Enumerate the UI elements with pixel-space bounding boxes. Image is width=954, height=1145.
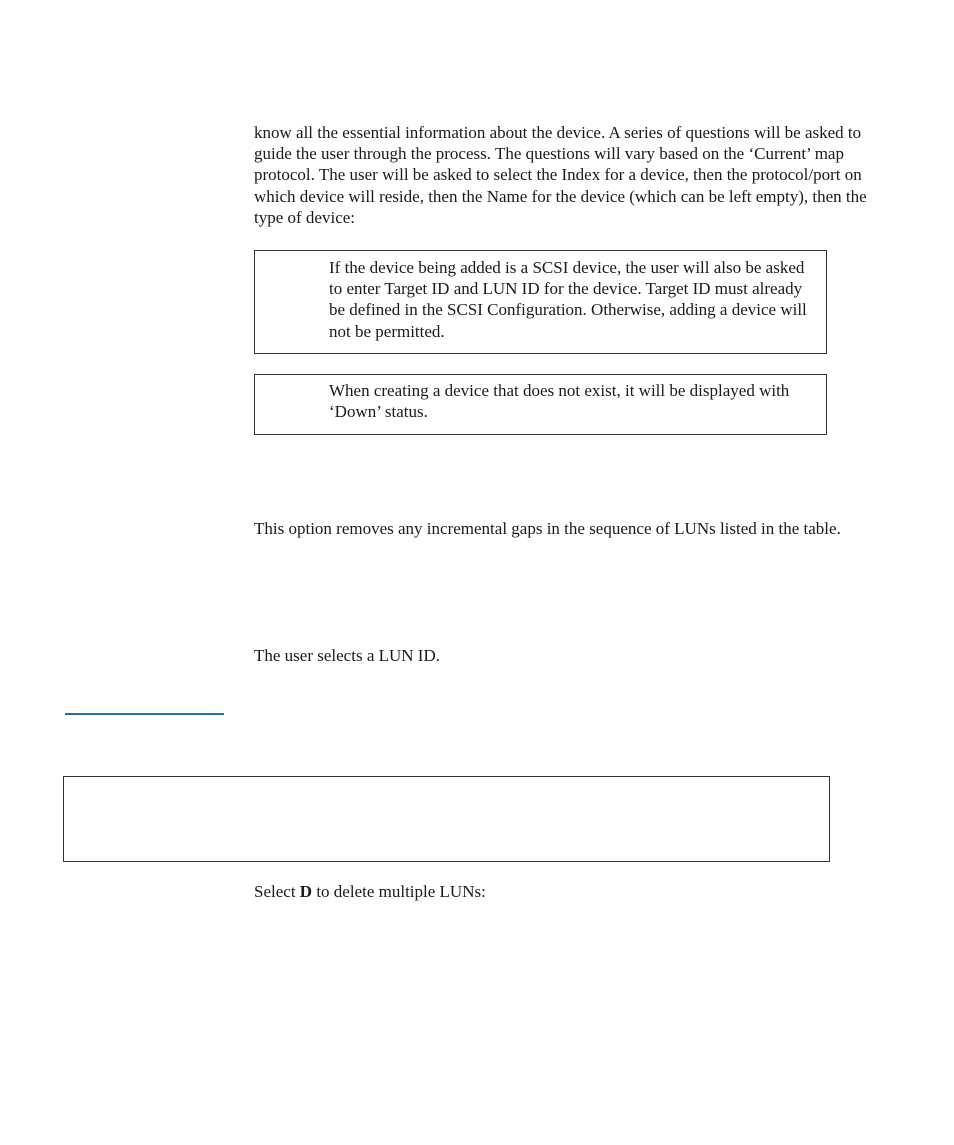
delete-prefix: Select (254, 882, 300, 901)
note-box-scsi (254, 250, 827, 354)
remove-gaps-paragraph: This option removes any incremental gaps in the sequence of LUNs listed in the table. (254, 519, 841, 538)
delete-key: D (299, 882, 313, 901)
intro-paragraph: know all the essential information about the device. A series of questions will be asked to guide the user through the process. The questions will vary based on the ‘Current’ map protocol. The user will be asked to select the Index for a device, then the protocol/port on which device will reside, then the Name for the device (which can be left empty), then the type of device: (254, 123, 867, 227)
delete-paragraph (254, 881, 890, 902)
section-rule (65, 713, 224, 715)
note-box-down-status (254, 374, 827, 435)
select-lun-paragraph: The user selects a LUN ID. (254, 646, 440, 665)
screen-capture-box (63, 776, 830, 862)
delete-suffix: to delete multiple LUNs: (312, 882, 486, 901)
note-scsi-text: If the device being added is a SCSI device, the user will also be asked to enter Target ID and LUN ID for the device. Target ID must already be defined in the SCSI Configuration. Otherwise, adding a device will not be permitted. (329, 258, 807, 341)
note-down-status-text: When creating a device that does not exist, it will be displayed with ‘Down’ status. (329, 381, 790, 422)
